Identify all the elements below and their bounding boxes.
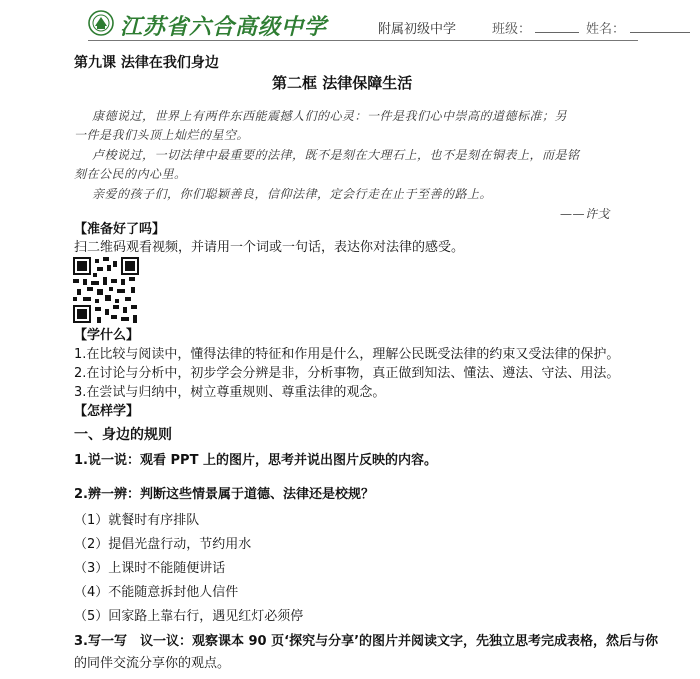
ready-instruction: 扫二维码观看视频，并请用一个词或一句话，表达你对法律的感受。 <box>74 240 465 255</box>
quote-line: 卢梭说过，一切法律中最重要的法律，既不是刻在大理石上，也不是刻在铜表上，而是铭 <box>92 148 580 162</box>
section-title: 第二框 法律保障生活 <box>272 74 413 92</box>
lesson-title: 第九课 法律在我们身边 <box>74 55 219 71</box>
quote-line: 一件是我们头顶上灿烂的星空。 <box>74 128 250 142</box>
learning-goal: 3.在尝试与归纳中，树立尊重规则、尊重法律的观念。 <box>74 385 386 400</box>
step-three-continued: 的同伴交流分享你的观点。 <box>74 656 231 671</box>
learn-heading: 【学什么】 <box>74 328 140 343</box>
qr-code-icon[interactable] <box>73 257 139 323</box>
school-name: 江苏省六合高级中学 <box>120 14 328 40</box>
header-divider <box>88 40 638 41</box>
learning-goal: 1.在比较与阅读中，懂得法律的特征和作用是什么，理解公民既受法律的约束又受法律的保护。 <box>74 347 620 362</box>
scenario-item: （5）回家路上靠右行，遇见红灯必须停 <box>74 609 304 624</box>
step-two-text: 2.辨一辨：判断这些情景属于道德、法律还是校规？ <box>74 487 374 502</box>
quote-author: ——许戈 <box>560 207 611 221</box>
learning-goal: 2.在讨论与分析中，初步学会分辨是非，分析事物，真正做到知法、懂法、遵法、守法、用法。 <box>74 366 620 381</box>
school-emblem-icon <box>88 10 114 36</box>
ready-heading: 【准备好了吗】 <box>74 222 166 237</box>
quote-line: 亲爱的孩子们，你们聪颖善良，信仰法律，定会行走在止于至善的路上。 <box>92 187 493 201</box>
quote-line: 康德说过，世界上有两件东西能震撼人们的心灵：一件是我们心中崇高的道德标准；另 <box>92 109 568 123</box>
step-one-text: 1.说一说：观看 PPT 上的图片，思考并说出图片反映的内容。 <box>74 453 437 468</box>
scenario-item: （4）不能随意拆封他人信件 <box>74 585 239 600</box>
scenario-item: （1）就餐时有序排队 <box>74 513 200 528</box>
class-label: 班级： <box>492 22 532 37</box>
class-blank-field[interactable] <box>535 32 579 33</box>
step-three: 3.写一写 议一议：观察课本 90 页‘探究与分享’的图片并阅读文字，先独立思考完成表格，然后与你 <box>74 634 659 649</box>
page-header <box>64 8 644 38</box>
part-one-title: 一、身边的规则 <box>74 427 172 443</box>
step-two <box>74 487 374 503</box>
scenario-item: （2）提倡光盘行动，节约用水 <box>74 537 252 552</box>
scenario-item: （3）上课时不能随便讲话 <box>74 561 226 576</box>
quote-line: 刻在公民的内心里。 <box>74 167 187 181</box>
sub-school-name: 附属初级中学 <box>378 22 457 37</box>
how-heading: 【怎样学】 <box>74 404 140 419</box>
name-blank-field[interactable] <box>630 32 690 33</box>
step-one <box>74 453 437 469</box>
name-label: 姓名： <box>586 22 626 37</box>
